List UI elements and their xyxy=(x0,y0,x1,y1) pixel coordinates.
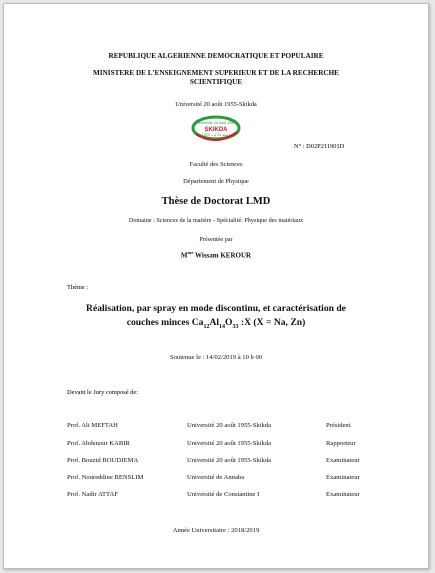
domain-specialty-line: Domaine : Sciences de la matière - Spécialité: Physique des matériaux xyxy=(128,217,304,224)
university-logo xyxy=(190,114,242,148)
thesis-title-line-2 xyxy=(4,317,428,330)
document-number: N° : D02P211901D xyxy=(294,143,345,150)
jury-institution-2: Université 20 août 1955-Skikda xyxy=(187,440,272,447)
logo-text-main: SKIKDA xyxy=(204,127,228,133)
department-name: Département de Physique xyxy=(183,178,249,185)
jury-name-4: Prof. Noureddine BENSLIM xyxy=(67,474,144,481)
jury-institution-4: Université de Annaba xyxy=(187,474,245,481)
ministry-line-1: MINISTERE DE L'ENSEIGNEMENT SUPERIEUR ET DE LA RECHERCHE xyxy=(93,69,339,77)
title-pre: couches minces Ca xyxy=(126,317,204,328)
document-page xyxy=(3,3,429,569)
author-prefix-sup: me xyxy=(187,250,194,255)
author-prefix: M xyxy=(180,251,188,260)
jury-role-5: Examinateur xyxy=(326,491,360,498)
title-sub-1: 12 xyxy=(203,323,210,330)
jury-role-2: Rapporteur xyxy=(326,440,356,447)
logo-text-top: Université 20 Août 1955 xyxy=(196,121,236,125)
title-sub-3: 33 xyxy=(232,323,239,330)
theme-label: Thème : xyxy=(67,284,89,291)
title-mid-2: O xyxy=(225,317,233,328)
jury-role-1: Président xyxy=(326,422,351,429)
university-logo-icon xyxy=(190,114,242,148)
jury-label: Devant le Jury composé de: xyxy=(67,389,138,396)
jury-institution-1: Université 20 août 1955-Skikda xyxy=(187,422,272,429)
thesis-title-line-1: Réalisation, par spray en mode discontinu, et caractérisation de xyxy=(86,303,346,314)
presented-by-label: Présentée par xyxy=(199,236,233,243)
jury-role-3: Examinateur xyxy=(326,457,360,464)
title-post: :X (X = Na, Zn) xyxy=(238,317,306,328)
jury-name-5: Prof. Nadir ATTAF xyxy=(67,491,118,498)
author-fullname: Wissam KEROUR xyxy=(193,251,252,260)
republic-heading: REPUBLIQUE ALGERIENNE DEMOCRATIQUE ET POPULAIRE xyxy=(108,52,324,60)
title-mid-1: Al xyxy=(209,317,220,328)
ministry-heading xyxy=(4,69,428,87)
defense-date: Soutenue le : 14/02/2019 à 10 h 00 xyxy=(169,354,263,361)
jury-name-2: Prof. Abdenour KABIR xyxy=(67,440,130,447)
academic-year: Année Universitaire : 2018/2019 xyxy=(172,527,260,534)
jury-name-3: Prof. Bouzid BOUDJEMA xyxy=(67,457,139,464)
jury-institution-3: Université 20 août 1955-Skikda xyxy=(187,457,272,464)
thesis-type-title: Thèse de Doctorat LMD xyxy=(161,196,271,207)
jury-institution-5: Université de Constantine I xyxy=(187,491,260,498)
ministry-line-2: SCIENTIFIQUE xyxy=(189,78,243,86)
jury-role-4: Examinateur xyxy=(326,474,360,481)
logo-text-arabic: جامعة 20 أوت 1955 xyxy=(201,133,231,137)
title-sub-2: 14 xyxy=(219,323,226,330)
university-name: Université 20 août 1955-Skikda xyxy=(175,101,257,108)
faculty-name: Faculté des Sciences xyxy=(189,161,243,168)
jury-name-1: Prof. Ali MEFTAH xyxy=(67,422,118,429)
author-name xyxy=(4,250,428,259)
